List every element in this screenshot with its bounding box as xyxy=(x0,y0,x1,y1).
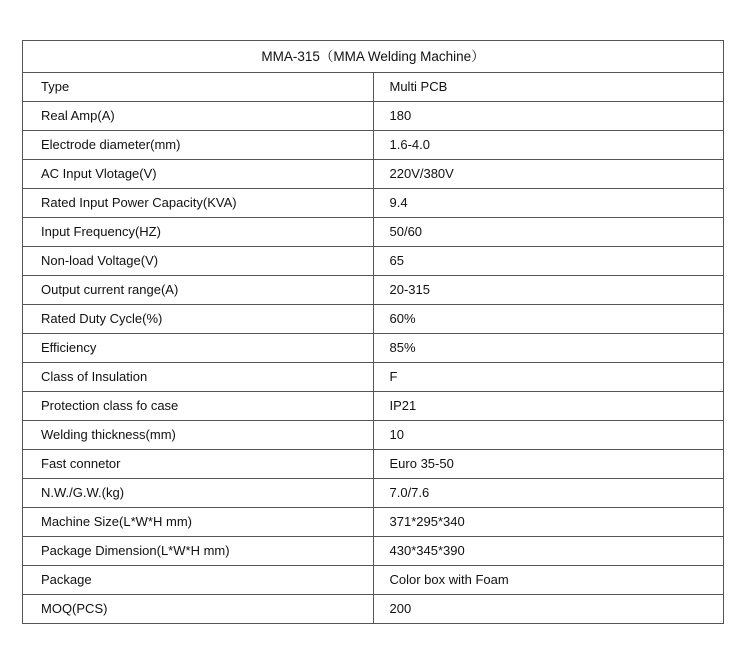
row-value: Multi PCB xyxy=(373,73,724,102)
row-value: 430*345*390 xyxy=(373,537,724,566)
table-row-package xyxy=(23,566,724,595)
table-row-rated-duty-cycle xyxy=(23,305,724,334)
row-label: Output current range(A) xyxy=(23,276,374,305)
table-row-package-dimension xyxy=(23,537,724,566)
table-row-machine-size xyxy=(23,508,724,537)
row-value: 220V/380V xyxy=(373,160,724,189)
row-label: Machine Size(L*W*H mm) xyxy=(23,508,374,537)
row-label: Package xyxy=(23,566,374,595)
row-value: 60% xyxy=(373,305,724,334)
row-label: Class of Insulation xyxy=(23,363,374,392)
row-label: MOQ(PCS) xyxy=(23,595,374,624)
row-value: 200 xyxy=(373,595,724,624)
table-row-non-load-voltage xyxy=(23,247,724,276)
row-label: Efficiency xyxy=(23,334,374,363)
spec-table-body xyxy=(23,41,724,624)
table-row-moq xyxy=(23,595,724,624)
row-value: 20-315 xyxy=(373,276,724,305)
table-row-electrode-diameter xyxy=(23,131,724,160)
table-title: MMA-315（MMA Welding Machine） xyxy=(23,41,724,73)
row-label: Non-load Voltage(V) xyxy=(23,247,374,276)
row-label: AC Input Vlotage(V) xyxy=(23,160,374,189)
row-value: 65 xyxy=(373,247,724,276)
row-label: Electrode diameter(mm) xyxy=(23,131,374,160)
table-row-class-of-insulation xyxy=(23,363,724,392)
table-row-efficiency xyxy=(23,334,724,363)
table-row-weight xyxy=(23,479,724,508)
row-label: N.W./G.W.(kg) xyxy=(23,479,374,508)
row-value: 371*295*340 xyxy=(373,508,724,537)
table-row-rated-input-power xyxy=(23,189,724,218)
row-label: Fast connetor xyxy=(23,450,374,479)
table-row-ac-input-voltage xyxy=(23,160,724,189)
table-row-output-current-range xyxy=(23,276,724,305)
row-value: 10 xyxy=(373,421,724,450)
table-row-type xyxy=(23,73,724,102)
spec-table xyxy=(22,40,724,624)
row-label: Rated Input Power Capacity(KVA) xyxy=(23,189,374,218)
table-row-real-amp xyxy=(23,102,724,131)
row-value: 50/60 xyxy=(373,218,724,247)
table-row-protection-class xyxy=(23,392,724,421)
row-label: Real Amp(A) xyxy=(23,102,374,131)
row-value: IP21 xyxy=(373,392,724,421)
table-row-fast-connector xyxy=(23,450,724,479)
row-label: Welding thickness(mm) xyxy=(23,421,374,450)
row-label: Protection class fo case xyxy=(23,392,374,421)
row-value: F xyxy=(373,363,724,392)
table-row-welding-thickness xyxy=(23,421,724,450)
row-label: Rated Duty Cycle(%) xyxy=(23,305,374,334)
row-value: 9.4 xyxy=(373,189,724,218)
row-label: Package Dimension(L*W*H mm) xyxy=(23,537,374,566)
row-value: 1.6-4.0 xyxy=(373,131,724,160)
row-value: 7.0/7.6 xyxy=(373,479,724,508)
row-value: 85% xyxy=(373,334,724,363)
table-row-input-frequency xyxy=(23,218,724,247)
row-label: Type xyxy=(23,73,374,102)
row-value: 180 xyxy=(373,102,724,131)
row-label: Input Frequency(HZ) xyxy=(23,218,374,247)
title-row xyxy=(23,41,724,73)
row-value: Color box with Foam xyxy=(373,566,724,595)
row-value: Euro 35-50 xyxy=(373,450,724,479)
